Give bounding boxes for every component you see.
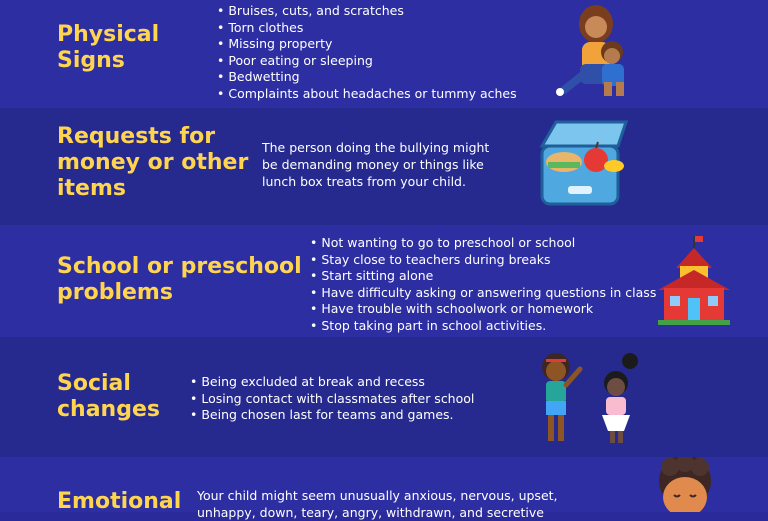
section-heading: School or preschool problems bbox=[57, 254, 302, 305]
list-item: • Losing contact with classmates after school bbox=[190, 391, 474, 408]
section-heading: Social changes bbox=[57, 371, 160, 422]
section-heading: Requests for money or other items bbox=[57, 124, 249, 201]
bullet-list bbox=[217, 3, 517, 103]
lunch-box-illustration bbox=[536, 118, 636, 213]
sad-child-illustration bbox=[650, 457, 720, 512]
mother-hugging-child-illustration bbox=[548, 2, 638, 102]
list-item: • Poor eating or sleeping bbox=[217, 53, 517, 70]
list-item: • Start sitting alone bbox=[310, 268, 656, 285]
two-children-illustration bbox=[532, 349, 652, 449]
section-requests-for-money bbox=[0, 108, 768, 225]
list-item: • Stay close to teachers during breaks bbox=[310, 252, 656, 269]
section-heading: Physical Signs bbox=[57, 22, 160, 73]
list-item: • Being chosen last for teams and games. bbox=[190, 407, 474, 424]
section-text: The person doing the bullying might be demanding money or things like lunch box treats from your child. bbox=[262, 140, 490, 189]
list-item: • Have difficulty asking or answering questions in class bbox=[310, 285, 656, 302]
section-emotional bbox=[0, 457, 768, 520]
list-item: • Stop taking part in school activities. bbox=[310, 318, 656, 335]
section-school-problems bbox=[0, 225, 768, 337]
list-item: • Missing property bbox=[217, 36, 517, 53]
list-item: • Have trouble with schoolwork or homework bbox=[310, 301, 656, 318]
list-item: • Bruises, cuts, and scratches bbox=[217, 3, 517, 20]
list-item: • Not wanting to go to preschool or school bbox=[310, 235, 656, 252]
section-text: Your child might seem unusually anxious, nervous, upset, unhappy, down, teary, angry, withdrawn, and secretive bbox=[197, 488, 558, 520]
bullet-list bbox=[190, 374, 474, 424]
school-house-illustration bbox=[654, 234, 734, 326]
section-physical-signs bbox=[0, 0, 768, 108]
section-heading: Emotional bbox=[57, 489, 182, 514]
list-item: • Being excluded at break and recess bbox=[190, 374, 474, 391]
list-item: • Torn clothes bbox=[217, 20, 517, 37]
bullet-list bbox=[310, 235, 656, 335]
list-item: • Bedwetting bbox=[217, 69, 517, 86]
section-social-changes bbox=[0, 337, 768, 457]
list-item: • Complaints about headaches or tummy aches bbox=[217, 86, 517, 103]
